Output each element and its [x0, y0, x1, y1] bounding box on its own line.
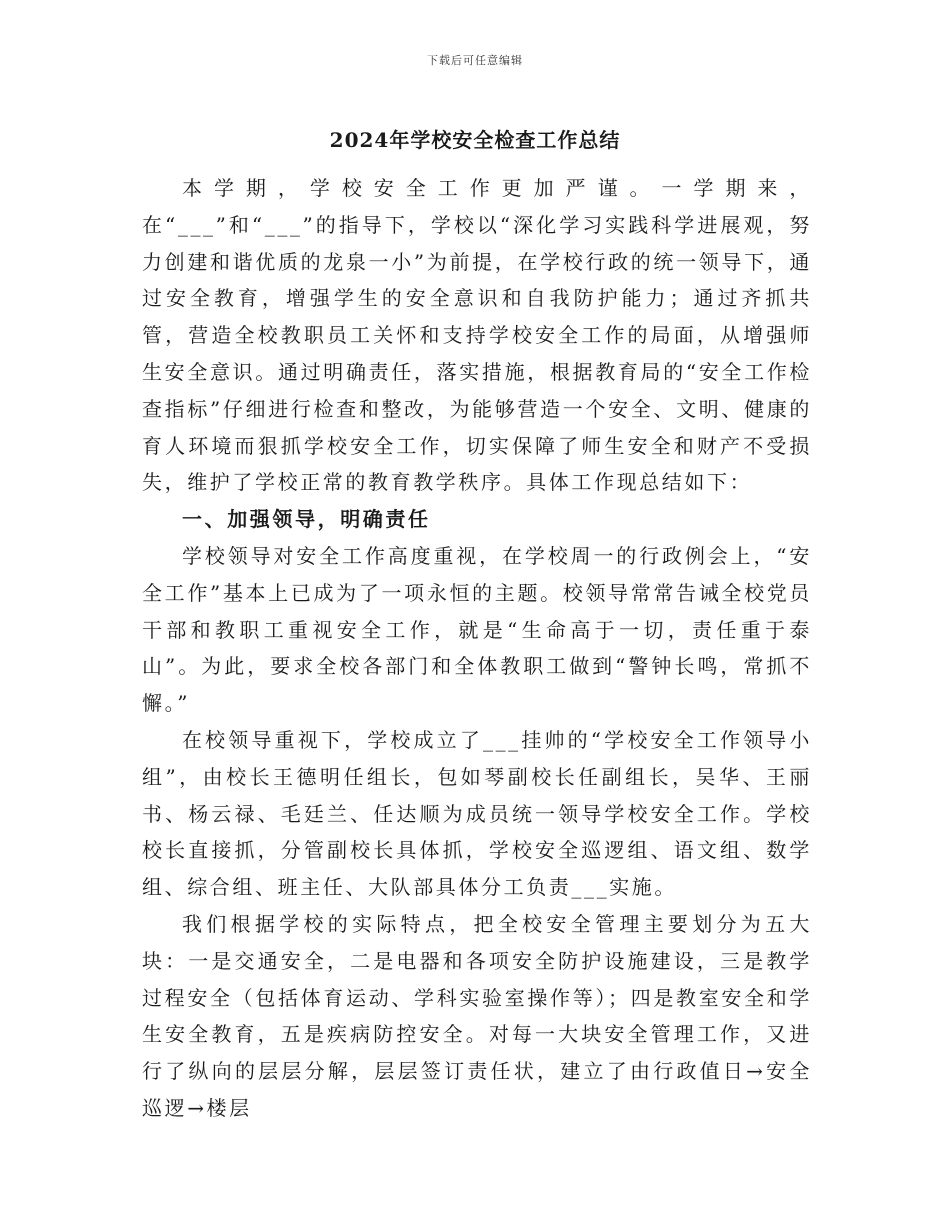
intro-paragraph: 本学期，学校安全工作更加严谨。一学期来，在“___”和“___”的指导下，学校以“深化学习实践科学进展观，努力创建和谐优质的龙泉一小”为前提，在学校行政的统一领导下，通过安全教育，增强学生的安全意识和自我防护能力；通过齐抓共管，营造全校教职员工关怀和支持学校安全工作的局面，从增强师生安全意识。通过明确责任，落实措施，根据教育局的“安全工作检查指标”仔细进行检查和整改，为能够营造一个安全、文明、健康的育人环境而狠抓学校安全工作，切实保障了师生安全和财产不受损失，维护了学校正常的教育教学秩序。具体工作现总结如下：: [142, 176, 812, 495]
section-heading: 一、加强领导，明确责任: [182, 507, 431, 532]
section-paragraph: 学校领导对安全工作高度重视，在学校周一的行政例会上，“安全工作”基本上已成为了一项永恒的主题。校领导常常告诫全校党员干部和教职工重视安全工作，就是“生命高于一切，责任重于泰山”。为此，要求全校各部门和全体教职工做到“警钟长鸣，常抓不懈。”: [142, 543, 812, 716]
document-body: [142, 170, 812, 1127]
section-paragraph: 在校领导重视下，学校成立了___挂帅的“学校安全工作领导小组”，由校长王德明任组长，包如琴副校长任副组长，吴华、王丽书、杨云禄、毛廷兰、任达顺为成员统一领导学校安全工作。学校校长直接抓，分管副校长具体抓，学校安全巡逻组、语文组、数学组、综合组、班主任、大队部具体分工负责___实施。: [142, 727, 812, 900]
section-paragraph: 我们根据学校的实际特点，把全校安全管理主要划分为五大块：一是交通安全，二是电器和各项安全防护设施建设，三是教学过程安全（包括体育运动、学科实验室操作等）；四是教室安全和学生安全教育，五是疾病防控安全。对每一大块安全管理工作，又进行了纵向的层层分解，层层签订责任状，建立了由行政值日→安全巡逻→楼层: [142, 911, 812, 1120]
document-title: 2024年学校安全检查工作总结: [329, 128, 621, 152]
page-header-note: 下载后可任意编辑: [427, 54, 523, 67]
